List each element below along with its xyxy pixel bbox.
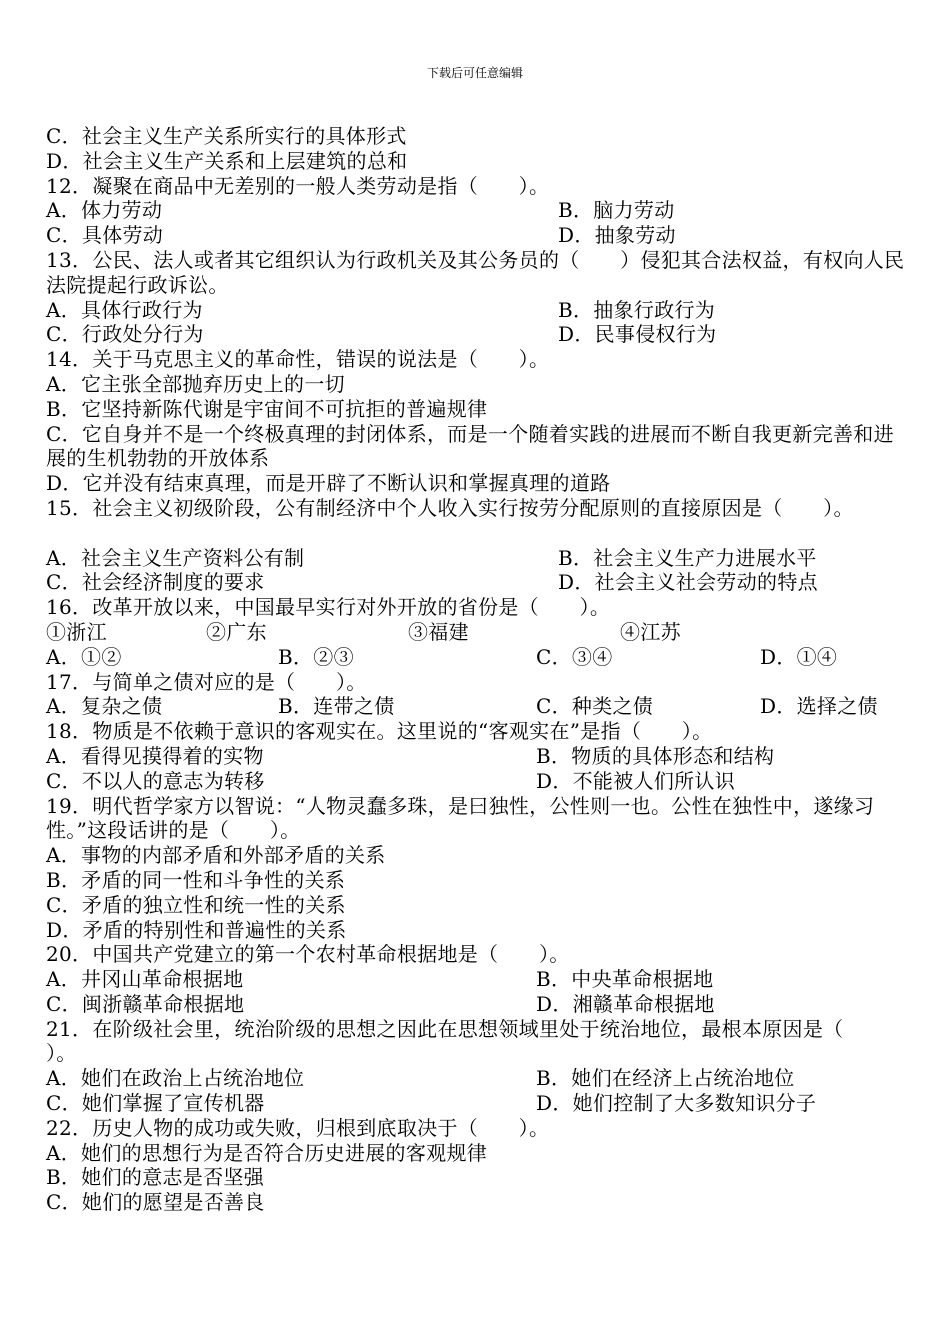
option-row: [46, 298, 908, 323]
line-text: 12．凝聚在商品中无差别的一般人类劳动是指（ ）。: [46, 173, 550, 198]
option-text: D．①④: [760, 644, 838, 669]
text-line: [46, 347, 908, 372]
option-row: [46, 645, 908, 670]
option-row: [46, 967, 908, 992]
text-line: [46, 719, 908, 744]
line-text: 14．关于马克思主义的革命性，错误的说法是（ ）。: [46, 347, 550, 372]
option-row: [46, 992, 908, 1017]
line-text: 20．中国共产党建立的第一个农村革命根据地是（ ）。: [46, 942, 570, 967]
text-line: [46, 1165, 908, 1190]
option-text: D．抽象劳动: [558, 223, 676, 248]
line-text: A．事物的内部矛盾和外部矛盾的关系: [46, 843, 386, 868]
text-line: [46, 1141, 908, 1166]
line-text: B．它坚持新陈代谢是宇宙间不可抗拒的普遍规律: [46, 396, 488, 421]
line-text: C．社会主义生产关系所实行的具体形式: [46, 124, 407, 148]
option-text: C．闽浙赣革命根据地: [46, 991, 245, 1016]
option-text: B．物质的具体形态和结构: [536, 743, 775, 768]
line-text: B．她们的意志是否坚强: [46, 1165, 264, 1190]
page-header: 下载后可任意编辑: [426, 66, 523, 80]
option-text: B．②③: [278, 644, 354, 669]
option-text: A．井冈山革命根据地: [46, 967, 244, 992]
option-text: D．社会主义社会劳动的特点: [558, 570, 818, 595]
option-row: [46, 570, 908, 595]
option-text: A．看得见摸得着的实物: [46, 743, 264, 768]
text-line: [46, 124, 908, 149]
option-row: [46, 223, 908, 248]
option-row: [46, 620, 908, 645]
option-text: D．不能被人们所认识: [536, 768, 736, 793]
option-text: B．社会主义生产力进展水平: [558, 545, 817, 570]
line-text: 16．改革开放以来，中国最早实行对外开放的省份是（ ）。: [46, 595, 611, 620]
option-text: B．脑力劳动: [558, 198, 675, 223]
text-line: [46, 397, 908, 422]
text-line: [46, 942, 908, 967]
option-text: A．她们在政治上占统治地位: [46, 1066, 305, 1091]
text-line: [46, 471, 908, 496]
option-text: D．湘赣革命根据地: [536, 991, 715, 1016]
option-text: ④江苏: [620, 619, 681, 644]
option-text: B．中央革命根据地: [536, 967, 714, 992]
text-line: [46, 149, 908, 174]
option-text: A．复杂之债: [46, 694, 163, 719]
text-line: [46, 893, 908, 918]
option-text: C．社会经济制度的要求: [46, 570, 265, 595]
line-text: C．矛盾的独立性和统一性的关系: [46, 892, 346, 917]
text-line: [46, 918, 908, 943]
text-line: 19．明代哲学家方以智说：“人物灵蠢多珠，是曰独性，公性则一也。公性在独性中，遂缘习性。”这段话讲的是（ ）。: [46, 793, 875, 843]
text-line: [46, 595, 908, 620]
option-text: B．抽象行政行为: [558, 297, 716, 322]
option-text: ①浙江: [46, 619, 107, 644]
line-text: D．它并没有结束真理，而是开辟了不断认识和掌握真理的道路: [46, 471, 611, 496]
option-text: D．她们控制了大多数知识分子: [536, 1091, 817, 1116]
option-row: [46, 1066, 908, 1091]
line-text: B．矛盾的同一性和斗争性的关系: [46, 867, 346, 892]
text-line: 21．在阶级社会里，统治阶级的思想之因此在思想领域里处于统治地位，最根本原因是（ ）。: [46, 1016, 885, 1066]
option-text: A．具体行政行为: [46, 297, 203, 322]
option-text: D．民事侵权行为: [558, 322, 717, 347]
text-line: [46, 174, 908, 199]
text-line: [46, 1190, 908, 1215]
option-text: C．行政处分行为: [46, 322, 204, 347]
text-line: [46, 868, 908, 893]
option-row: [46, 769, 908, 794]
option-text: A．①②: [46, 644, 122, 669]
option-row: [46, 1091, 908, 1116]
option-text: C．③④: [536, 644, 613, 669]
option-row: [46, 744, 908, 769]
question-content: [46, 124, 908, 1215]
option-text: D．选择之债: [760, 694, 878, 719]
option-text: B．连带之债: [278, 694, 395, 719]
text-line: [46, 1116, 908, 1141]
line-text: D．矛盾的特别性和普遍性的关系: [46, 917, 347, 942]
option-text: ②广东: [206, 619, 267, 644]
text-line: [46, 670, 908, 695]
option-text: C．种类之债: [536, 694, 654, 719]
option-text: C．不以人的意志为转移: [46, 768, 265, 793]
option-row: [46, 546, 908, 571]
text-line: [46, 843, 908, 868]
option-row: [46, 694, 908, 719]
text-line: 13．公民、法人或者其它组织认为行政机关及其公务员的（ ）侵犯其合法权益，有权向人民法院提起行政诉讼。: [46, 247, 905, 297]
line-text: 17．与简单之债对应的是（ ）。: [46, 669, 367, 694]
option-text: C．具体劳动: [46, 223, 164, 248]
text-line: [46, 372, 908, 397]
text-line: C．它自身并不是一个终极真理的封闭体系，而是一个随着实践的进展而不断自我更新完善和进展的生机勃勃的开放体系: [46, 421, 894, 471]
text-line: 15．社会主义初级阶段，公有制经济中个人收入实行按劳分配原则的直接原因是（ ）。: [46, 495, 854, 520]
line-text: A．她们的思想行为是否符合历史进展的客观规律: [46, 1140, 488, 1165]
option-text: B．她们在经济上占统治地位: [536, 1066, 795, 1091]
line-text: C．她们的愿望是否善良: [46, 1190, 265, 1215]
line-text: 18．物质是不依赖于意识的客观实在。这里说的“客观实在”是指（ ）。: [46, 719, 713, 744]
line-text: D．社会主义生产关系和上层建筑的总和: [46, 148, 408, 173]
option-text: ③福建: [408, 619, 469, 644]
option-row: [46, 198, 908, 223]
line-text: 22．历史人物的成功或失败，归根到底取决于（ ）。: [46, 1115, 550, 1140]
option-row: [46, 322, 908, 347]
option-text: C．她们掌握了宣传机器: [46, 1091, 265, 1116]
line-text: A．它主张全部抛弃历史上的一切: [46, 371, 345, 396]
option-text: A．社会主义生产资料公有制: [46, 545, 305, 570]
option-text: A．体力劳动: [46, 198, 163, 223]
